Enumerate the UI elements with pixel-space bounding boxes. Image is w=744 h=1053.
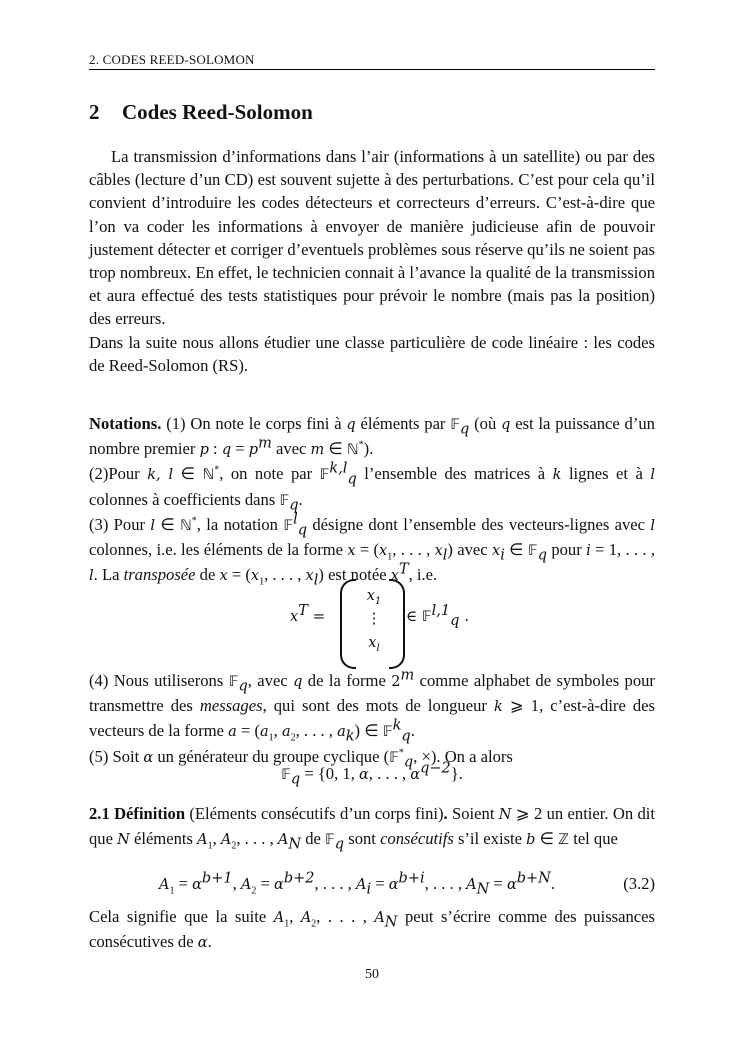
- page-number: 50: [365, 967, 379, 982]
- notation-text: (2)Pour: [89, 464, 140, 484]
- followup-paragraph: Cela signifie que la suite $A_1$, $A_2$, . . . , $A_N$ peut s’écrire comme des puissances consécutives de α.: [89, 907, 655, 952]
- followup-text: peut s’écrire comme des puissances consécutives de: [89, 907, 655, 952]
- notation-text: désigne dont l’ensemble des vecteurs-lignes avec: [312, 514, 646, 534]
- notation-text: éléments par: [360, 414, 446, 433]
- notation-text: est notée: [328, 565, 387, 585]
- consecutive-equation: $A_1 = \alpha^{b+1}$, $A_2 = \alpha^{b+2}$, . . . , $A_i = \alpha^{b+i}$, . . . , $A_N = \alpha^{b+N}$. (3.2): [158, 870, 655, 898]
- notation-text: . La: [93, 565, 120, 585]
- equation-number: (3.2): [623, 874, 655, 893]
- notation-text: (4) Nous utiliserons: [89, 671, 224, 690]
- notation-text: avec: [457, 540, 488, 560]
- notations-block: [89, 412, 655, 588]
- definition-paragraph: 2.1 Définition (Eléments consécutifs d’un corps fini). Soient N ⩾ 2 un entier. On dit que N éléments $A_1$, $A_2$, . . . , $A_N$ de 𝔽$_q$ sont consécutifs s’il existe b ∈ ℤ tel que: [89, 804, 655, 853]
- notation-4: (4) Nous utiliserons 𝔽$_q$, avec q de la forme 2$^m$ comme alphabet de symboles pour transmettre des messages, qui sont des mots de longueur k ⩾ 1, c’est-à-dire des vecteurs de la forme $a = (a_1$, $a_2$, . . . , $a_k$) ∈ 𝔽$^k_q$.: [89, 667, 655, 745]
- notation-text: , qui sont des mots de longueur: [262, 696, 487, 716]
- right-parenthesis: [389, 579, 405, 669]
- notation-text: (3) Pour: [89, 514, 146, 534]
- intro-paragraph: La transmission d’informations dans l’air (informations à un satellite) ou par des câbles (lecture d’un CD) est souvent sujette à des perturbations. C’est pour cela qu’il convient d’introduire les codes détecteurs et correcteurs d’erreurs. C’est-à-dire que l’on va coder les informations à envoyer de manière judicieuse afin de pouvoir justement détecter et corriger d’eventuels problèmes sous réserve qu’ils ne soient pas trop nombreux. En effet, le technicien connait à l’avance la qualité de la transmission et aura effectué des tests statistiques pour prévoir le nombre (mais pas la position) des erreurs.: [89, 147, 655, 329]
- notation-text: c’est-à-dire des vecteurs de la forme: [89, 696, 655, 741]
- notation-1: Notations. (1) On note le corps fini à q éléments par 𝔽$_q$ (où q est la puissance d’un nombre premier p : $q = p^m$ avec m ∈ ℕ*).: [89, 414, 655, 459]
- transpose-equation: $x^T$ = $x_1$ ⋮ $x_l$ ∈ 𝔽$^{l,1}_q$ .: [0, 575, 744, 667]
- notation-text: (1) On note le corps fini à: [166, 414, 342, 433]
- notation-text: lignes et à: [568, 464, 643, 484]
- field-equation: 𝔽$_q$ = {0, 1, α, . . . , $\alpha^{q-2}$}.: [281, 760, 463, 788]
- notation-text: (5) Soit: [89, 746, 140, 766]
- notation-emphasis: transposée: [123, 565, 196, 585]
- notation-text: , la notation: [196, 514, 278, 534]
- definition-emphasis: consécutifs: [380, 829, 454, 849]
- definition-text: Soient: [452, 804, 495, 823]
- notation-text: , avec: [247, 671, 288, 690]
- definition-followup: [89, 905, 655, 955]
- running-head: 2. CODES REED-SOLOMON: [89, 52, 255, 67]
- definition-block: [89, 802, 655, 852]
- notations-block-2: [89, 669, 655, 770]
- definition-text: éléments: [133, 829, 193, 849]
- notation-2: (2)Pour k, l ∈ ℕ*, on note par 𝔽$^{k,l}_q$ l’ensemble des matrices à k lignes et à l colonnes à coefficients dans 𝔽$_q$.: [89, 460, 655, 513]
- notation-text: comme alphabet de symboles pour transmettre des: [89, 671, 655, 716]
- left-parenthesis: [340, 579, 356, 669]
- notation-5: (5) Soit α un générateur du groupe cyclique (𝔽*$_q$, ×). On a alors: [89, 746, 513, 770]
- notation-text: colonnes, i.e. les éléments de la forme: [89, 540, 343, 560]
- definition-label: 2.1 Définition: [89, 804, 186, 823]
- notation-text: . On a alors: [436, 746, 513, 766]
- notation-text: un générateur du groupe cyclique: [157, 746, 380, 766]
- definition-text: tel que: [573, 829, 618, 849]
- notation-text: pour: [551, 540, 582, 560]
- definition-text: un entier. On dit que: [89, 804, 655, 849]
- notation-text: colonnes à coefficients dans: [89, 489, 276, 509]
- notation-text: de: [199, 565, 216, 585]
- section-title-text: Codes Reed-Solomon: [122, 100, 313, 124]
- definition-text: sont: [348, 829, 376, 849]
- notation-text: avec: [275, 439, 307, 459]
- header-rule: [89, 69, 655, 70]
- notation-text: , on note par: [219, 464, 313, 484]
- notation-3: (3) Pour l ∈ ℕ*, la notation 𝔽$^l_q$ désigne dont l’ensemble des vecteurs-lignes avec l colonnes, i.e. les éléments de la forme $x = (x_1$, . . . , $x_l$) avec $x_i$ ∈ 𝔽$_q$ pour i = 1, . . . , l. La transposée de $x = (x_1$, . . . , $x_l$) est notée $x^T$, i.e.: [89, 511, 656, 589]
- section-title: [89, 100, 313, 125]
- notations-label: Notations.: [89, 414, 162, 433]
- notation-text: l’ensemble des matrices à: [364, 464, 546, 484]
- intro-paragraph-2: Dans la suite nous allons étudier une classe particulière de code linéaire : les codes de Reed-Solomon (RS).: [89, 332, 655, 375]
- definition-text: de: [305, 829, 321, 849]
- notation-text: , i.e.: [408, 565, 438, 585]
- notation-text: (où: [474, 414, 497, 433]
- notation-text: est la puissance d’un nombre premier: [89, 414, 655, 459]
- section-number: 2: [89, 100, 100, 124]
- definition-title: (Eléments consécutifs d’un corps fini): [189, 804, 444, 823]
- definition-text: s’il existe: [457, 829, 523, 849]
- intro-block: [89, 145, 655, 377]
- notation-emphasis: messages: [199, 696, 263, 716]
- notation-text: de la forme: [307, 671, 386, 690]
- followup-text: Cela signifie que la suite: [89, 907, 267, 926]
